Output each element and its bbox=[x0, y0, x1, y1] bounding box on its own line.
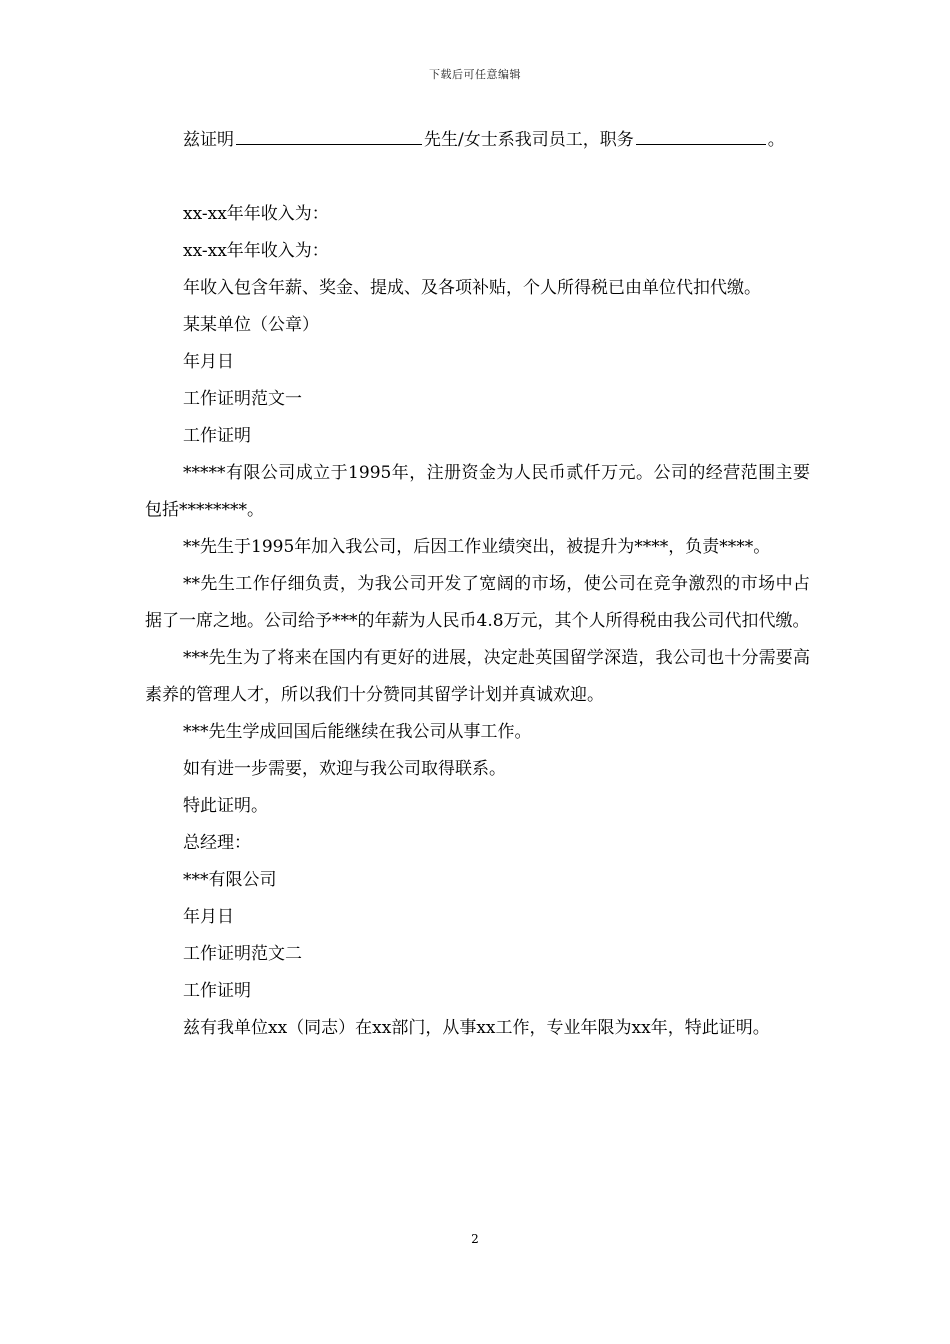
study-abroad-plan: ***先生为了将来在国内有更好的进展，决定赴英国留学深造，我公司也十分需要高素养的管理人才，所以我们十分赞同其留学计划并真诚欢迎。 bbox=[145, 648, 810, 705]
sample-two-body: 兹有我单位xx（同志）在xx部门，从事xx工作，专业年限为xx年，特此证明。 bbox=[183, 1018, 770, 1038]
date-line-2: 年月日 bbox=[183, 907, 234, 927]
page-number: 2 bbox=[471, 1232, 479, 1246]
income-line-1: xx-xx年年收入为： bbox=[183, 204, 329, 224]
return-plan: ***先生学成回国后能继续在我公司从事工作。 bbox=[183, 722, 532, 742]
general-manager: 总经理： bbox=[183, 833, 251, 853]
page-header: 下载后可任意编辑 bbox=[429, 68, 521, 81]
hereby-certify: 特此证明。 bbox=[183, 796, 268, 816]
unit-seal: 某某单位（公章） bbox=[183, 315, 319, 335]
company-name: ***有限公司 bbox=[183, 870, 277, 890]
date-line: 年月日 bbox=[183, 352, 234, 372]
certification-line bbox=[145, 122, 810, 159]
sample-two-title: 工作证明范文二 bbox=[183, 944, 302, 964]
name-blank bbox=[236, 122, 422, 145]
cert-middle: 先生/女士系我司员工，职务 bbox=[424, 130, 634, 150]
document-body bbox=[145, 122, 810, 1047]
certificate-heading-2: 工作证明 bbox=[183, 981, 251, 1001]
employee-history: **先生于1995年加入我公司，后因工作业绩突出，被提升为****，负责****。 bbox=[183, 537, 771, 557]
income-line-2: xx-xx年年收入为： bbox=[183, 241, 329, 261]
sample-one-title: 工作证明范文一 bbox=[183, 389, 302, 409]
paragraph-gap bbox=[145, 159, 810, 196]
cert-suffix: 。 bbox=[767, 130, 785, 150]
employee-performance: **先生工作仔细负责，为我公司开发了宽阔的市场，使公司在竞争激烈的市场中占据了一席之地。公司给予***的年薪为人民币4.8万元，其个人所得税由我公司代扣代缴。 bbox=[145, 574, 810, 631]
income-note: 年收入包含年薪、奖金、提成、及各项补贴，个人所得税已由单位代扣代缴。 bbox=[183, 278, 761, 298]
position-blank bbox=[636, 122, 766, 145]
contact-note: 如有进一步需要，欢迎与我公司取得联系。 bbox=[183, 759, 506, 779]
cert-prefix: 兹证明 bbox=[183, 130, 234, 150]
company-intro: *****有限公司成立于1995年，注册资金为人民币贰仟万元。公司的经营范围主要包括********。 bbox=[145, 463, 810, 520]
certificate-heading: 工作证明 bbox=[183, 426, 251, 446]
